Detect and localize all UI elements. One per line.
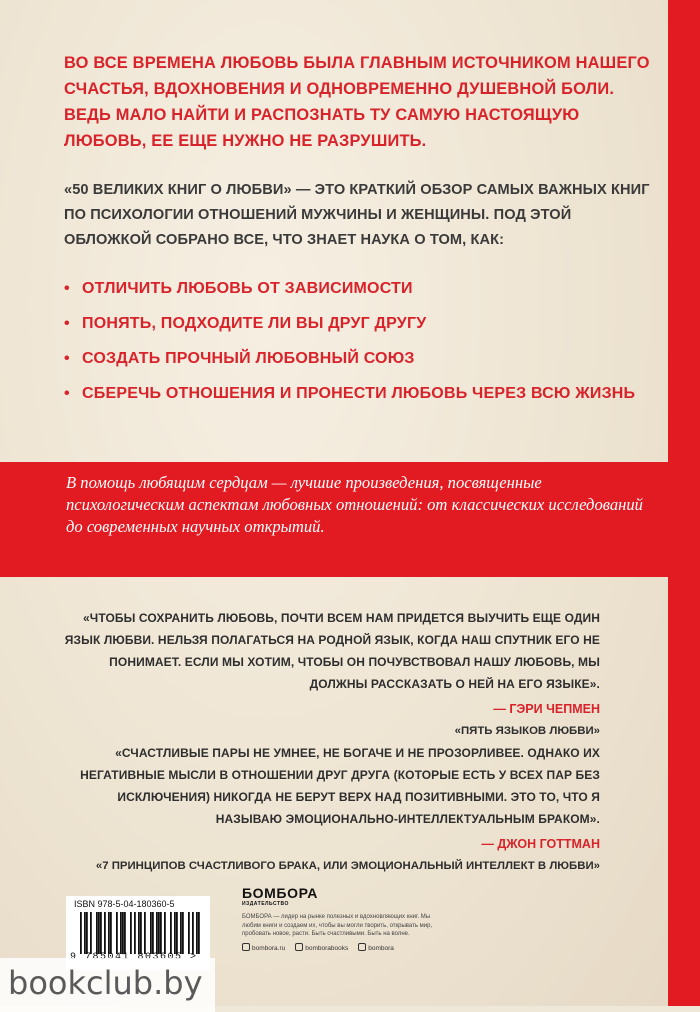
publisher-logo: БОМБОРА bbox=[242, 885, 318, 901]
barcode-bar bbox=[196, 912, 198, 954]
publisher-block bbox=[242, 885, 442, 952]
barcode-bar bbox=[192, 912, 194, 954]
social-link-telegram[interactable] bbox=[358, 943, 394, 952]
barcode-bar bbox=[96, 912, 98, 954]
social-label: bombora.ru bbox=[252, 944, 286, 952]
barcode-bar bbox=[110, 912, 112, 954]
bullet-icon: • bbox=[64, 350, 70, 367]
barcode-bar bbox=[130, 912, 132, 954]
watermark: bookclub.by bbox=[0, 958, 215, 1012]
bullet-text: СБЕРЕЧЬ ОТНОШЕНИЯ И ПРОНЕСТИ ЛЮБОВЬ ЧЕРЕЗ ВСЮ ЖИЗНЬ bbox=[82, 385, 636, 402]
barcode-bar bbox=[84, 912, 86, 954]
barcode-bar bbox=[176, 912, 178, 954]
barcode-bar bbox=[98, 912, 100, 954]
social-links bbox=[242, 943, 442, 952]
barcode-bar bbox=[100, 912, 102, 954]
social-link-vk[interactable] bbox=[295, 943, 348, 952]
quote-text: «СЧАСТЛИВЫЕ ПАРЫ НЕ УМНЕЕ, НЕ БОГАЧЕ И НЕ ПРОЗОРЛИВЕЕ. ОДНАКО ИХ НЕГАТИВНЫЕ МЫСЛИ В ОТНОШЕНИИ ДРУГ ДРУГА (КОТОРЫЕ ЕСТЬ У ВСЕХ ПАР БЕЗ ИСКЛЮЧЕНИЯ) НИКОГДА НЕ БЕРУТ ВЕРХ НАД ПОЗИТИВНЫМИ. ЭТО ТО, ЧТО Я НАЗЫВАЮ ЭМОЦИОНАЛЬНО-ИНТЕЛЛЕКТУАЛЬНЫМ БРАКОМ». bbox=[80, 746, 600, 826]
barcode-bar bbox=[164, 912, 166, 954]
bullet-text: СОЗДАТЬ ПРОЧНЫЙ ЛЮБОВНЫЙ СОЮЗ bbox=[82, 350, 415, 367]
barcode-bar bbox=[158, 912, 160, 954]
barcode-bar bbox=[152, 912, 154, 954]
globe-icon bbox=[242, 943, 250, 951]
bullet-item bbox=[64, 376, 654, 411]
quote-book: «7 ПРИНЦИПОВ СЧАСТЛИВОГО БРАКА, ИЛИ ЭМОЦИОНАЛЬНЫЙ ИНТЕЛЛЕКТ В ЛЮБВИ» bbox=[95, 860, 600, 872]
barcode-bar bbox=[174, 912, 176, 954]
description-paragraph: «50 ВЕЛИКИХ КНИГ О ЛЮБВИ» — ЭТО КРАТКИЙ ОБЗОР САМЫХ ВАЖНЫХ КНИГ ПО ПСИХОЛОГИИ ОТНОШЕНИЙ МУЖЧИНЫ И ЖЕНЩИНЫ. ПОД ЭТОЙ ОБЛОЖКОЙ СОБРАНО ВСЕ, ЧТО ЗНАЕТ НАУКА О ТОМ, КАК: bbox=[64, 182, 650, 248]
barcode-bar bbox=[116, 912, 118, 954]
publisher-description: БОМБОРА — лидер на рынке полезных и вдохновляющих книг. Мы любим книги и создаем их, чтобы вы могли творить, открывать мир, пробовать новое, расти. Быть счастливыми. Быть на волне. bbox=[242, 914, 433, 937]
red-band bbox=[0, 462, 700, 577]
band-text: В помощь любящим сердцам — лучшие произведения, посвященные психологическим аспектам любовных отношений: от классических исследований до современных научных открытий. bbox=[66, 473, 643, 536]
social-link-site[interactable] bbox=[242, 943, 285, 952]
social-label: bomborabooks bbox=[305, 944, 349, 952]
quote-gottman bbox=[60, 742, 600, 876]
barcode-bar bbox=[198, 912, 200, 954]
quote-author: — ГЭРИ ЧЕПМЕН bbox=[493, 702, 600, 716]
bullet-item bbox=[64, 341, 654, 376]
barcode-bar bbox=[160, 912, 162, 954]
quote-text: «ЧТОБЫ СОХРАНИТЬ ЛЮБОВЬ, ПОЧТИ ВСЕМ НАМ ПРИДЕТСЯ ВЫУЧИТЬ ЕЩЕ ОДИН ЯЗЫК ЛЮБВИ. НЕЛЬЗЯ ПОЛАГАТЬСЯ НА РОДНОЙ ЯЗЫК, КОГДА НАШ СПУТНИК ЕГО НЕ ПОНИМАЕТ. ЕСЛИ МЫ ХОТИМ, ЧТОБЫ ОН ПОЧУВСТВОВАЛ НАШУ ЛЮБОВЬ, МЫ ДОЛЖНЫ РАССКАЗАТЬ О НЕЙ НА ЕГО ЯЗЫКЕ». bbox=[64, 611, 600, 691]
barcode-bar bbox=[80, 912, 82, 954]
bullet-item bbox=[64, 271, 654, 306]
barcode-bars bbox=[80, 912, 200, 954]
barcode-bar bbox=[90, 912, 92, 954]
bullet-icon: • bbox=[64, 385, 70, 402]
barcode-bar bbox=[188, 912, 190, 954]
barcode-bar bbox=[156, 912, 158, 954]
vk-icon bbox=[295, 943, 303, 951]
barcode-bar bbox=[182, 912, 184, 954]
bullet-text: ПОНЯТЬ, ПОДХОДИТЕ ЛИ ВЫ ДРУГ ДРУГУ bbox=[82, 315, 427, 332]
bullet-item bbox=[64, 306, 654, 341]
bullet-list bbox=[64, 271, 654, 411]
barcode-bar bbox=[140, 912, 142, 954]
intro-paragraph: ВО ВСЕ ВРЕМЕНА ЛЮБОВЬ БЫЛА ГЛАВНЫМ ИСТОЧНИКОМ НАШЕГО СЧАСТЬЯ, ВДОХНОВЕНИЯ И ОДНОВРЕМЕННО ДУШЕВНОЙ БОЛИ. ВЕДЬ МАЛО НАЙТИ И РАСПОЗНАТЬ ТУ САМУЮ НАСТОЯЩУЮ ЛЮБОВЬ, ЕЕ ЕЩЕ НУЖНО НЕ РАЗРУШИТЬ. bbox=[64, 54, 650, 150]
bullet-icon: • bbox=[64, 315, 70, 332]
top-text-block bbox=[64, 50, 654, 411]
barcode-bar bbox=[170, 912, 172, 954]
barcode-bar bbox=[120, 912, 122, 954]
barcode-bar bbox=[122, 912, 124, 954]
quote-author: — ДЖОН ГОТТМАН bbox=[481, 837, 600, 851]
barcode-bar bbox=[150, 912, 152, 954]
barcode-bar bbox=[180, 912, 182, 954]
barcode-bar bbox=[124, 912, 126, 954]
isbn-label: ISBN 978-5-04-180360-5 bbox=[74, 899, 175, 909]
social-label: bombora bbox=[368, 944, 394, 952]
barcode-bar bbox=[134, 912, 136, 954]
barcode-bar bbox=[104, 912, 106, 954]
quote-book: «ПЯТЬ ЯЗЫКОВ ЛЮБВИ» bbox=[454, 725, 600, 737]
barcode-bar bbox=[108, 912, 110, 954]
bullet-icon: • bbox=[64, 280, 70, 297]
telegram-icon bbox=[358, 943, 366, 951]
quote-chapman bbox=[60, 607, 600, 741]
barcode-bar bbox=[138, 912, 140, 954]
publisher-subtitle: ИЗДАТЕЛЬСТВО bbox=[242, 901, 289, 907]
barcode-bar bbox=[86, 912, 88, 954]
bullet-text: ОТЛИЧИТЬ ЛЮБОВЬ ОТ ЗАВИСИМОСТИ bbox=[82, 280, 413, 297]
barcode-bar bbox=[144, 912, 146, 954]
